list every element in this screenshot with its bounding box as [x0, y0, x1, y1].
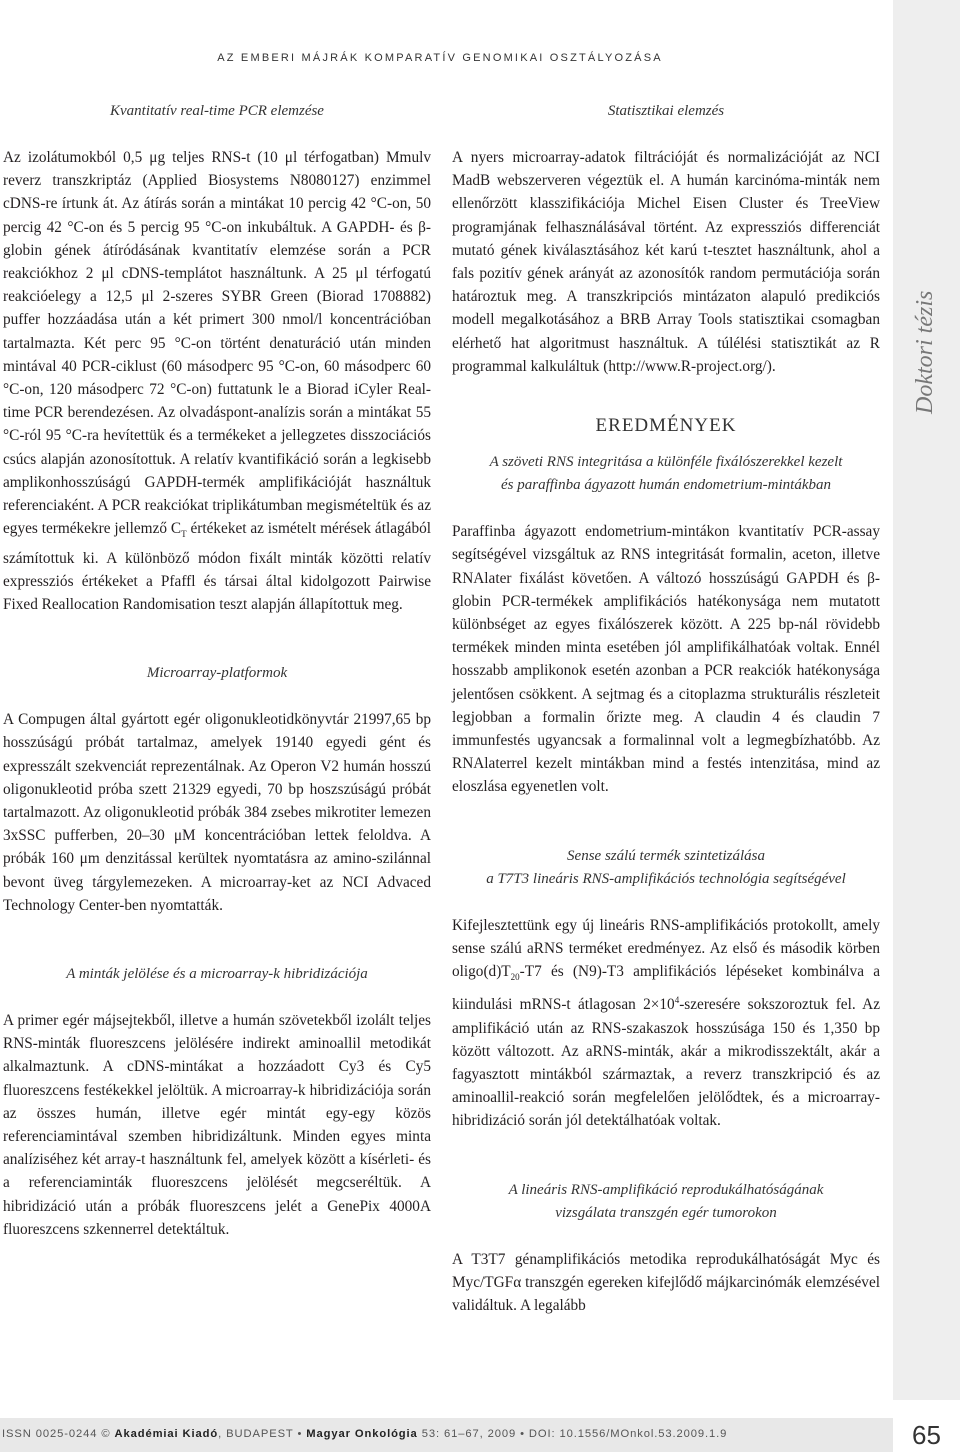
section-heading-statistics: Statisztikai elemzés — [607, 103, 725, 119]
paragraph-text-mid: -T7 és (N9)-T3 amplifikációs lépéseket kombinálva a kiindulási mRNS-t átlagosan 2×10 — [452, 963, 880, 1014]
paragraph-realtime-pcr — [3, 146, 431, 616]
footer-details: 53: 61–67, 2009 • DOI: 10.1556/MOnkol.53.2009.1.9 — [417, 1428, 728, 1440]
side-tab-label: Doktori tézis — [912, 290, 938, 414]
right-column — [452, 100, 880, 1317]
subheading-sense-strand-line1: Sense szálú termék szintetizálása — [567, 847, 765, 864]
footer-city: , BUDAPEST • — [218, 1428, 307, 1440]
ct-subscript: T — [181, 529, 187, 540]
footer-publisher: Akadémiai Kiadó — [114, 1428, 219, 1440]
paragraph-reproducibility: A T3T7 génamplifikációs metodika reprodukálhatóságát Myc és Myc/TGFα transzgén egereken kifejlődő májkarcinómák elemzésével validáltuk. A legalább — [452, 1250, 880, 1315]
paragraph-text: Kifejlesztettünk egy új lineáris RNS-amplifikációs protokollt, amely sense szálú aRNS terméket eredményez. Az első és második körben oligo(d)T — [452, 916, 880, 981]
side-tab — [893, 0, 960, 1400]
subheading-reproducibility-line2: vizsgálata transzgén egér tumorokon — [555, 1204, 777, 1221]
page-number: 65 — [912, 1420, 941, 1450]
paragraph-rna-integrity: Paraffinba ágyazott endometrium-mintákon kvantitatív PCR-assay segítségével vizsgáltuk az RNS integritását formalin, aceton, illetve RNAlater fixálást követően. A változó hosszúságú GAPDH és β-globin PCR-termékek amplifikációs hatékonysága nem mutatott különbséget az egyes fixálószerek között. A 225 bp-nál rövidebb termékek minden minta esetében jól amplifikálhatóak voltak. Ennél hosszabb amplikonok esetén azonban a PCR reakciók hatékonysága jelentősen csökkent. A sejtmag és a citoplazma strukturális részleteit legjobban a formalin őrizte meg. A claudin 4 és claudin 7 immunfestés ugyancsak a formalinnal volt a legmegbízhatóbb. Az RNAlaterrel kezelt mintákban mind a festés intenzitása, mind az eloszlása egyenetlen volt. — [452, 523, 880, 796]
paragraph-text: Az izolátumokból 0,5 μg teljes RNS-t (10 μl térfogatban) Mmulv reverz transzkriptáz (Applied Biosystems N8080127) enzimmel cDNS-re írtunk át. Az átírás során a mintákat 10 percig 42 °C-on, 50 percig 42 °C-on és 5 percig 95 °C-on inkubáltuk. A GAPDH- és β-globin gének átíródásának kvantitatív elemzése során a PCR reakciókhoz 2 μl cDNS-templátot használtunk. A 25 μl térfogatú reakcióelegy a 12,5 μl 2-szeres SYBR Green (Biorad 1708882) puffer hozzáadása után a két primert 300 nmol/l koncentrációban tartalmazta. Két perc 95 °C-on történt denaturáció után minden mintával 40 PCR-ciklust (60 másodperc 95 °C-on, 60 másodperc 60 °C-on, 120 másodperc 72 °C-on) futtatunk le a Biorad iCyler Real-time PCR berendezésen. Az olvadáspont-analízis során a mintákat 55 °C-ról 95 °C-ra hevítettük és a termékeket a jellegzetes disszociációs csúcs alapján azonosítottuk. A relatív kvantifikáció során a legkisebb amplikonhosszúságú GAPDH-termék amplifikációját használtuk referenciaként. A PCR reakciókat triplikátumban megismételtük és az egyes termékekre jellemző — [3, 149, 431, 538]
left-column — [3, 100, 431, 1241]
running-header: AZ EMBERI MÁJRÁK KOMPARATÍV GENOMIKAI OSZTÁLYOZÁSA — [217, 52, 663, 64]
oligo-subscript: 20 — [510, 972, 520, 983]
subheading-reproducibility-line1: A lineáris RNS-amplifikáció reprodukálhatóságának — [508, 1181, 824, 1198]
power-superscript: 4 — [674, 995, 680, 1006]
paragraph-labeling-hybridization: A primer egér májsejtekből, illetve a humán szövetekből izolált teljes RNS-minták fluoreszcens jelölésére indirekt aminoallil metodikát alkalmaztunk. A cDNS-mintákat a hozzáadott Cy3 és Cy5 fluoreszcens festékekkel jelöltük. A microarray-k hibridizációja során az összes humán, illetve egér mintát egy-egy közös referenciamintával szemben hibridizáltunk. Minden egyes minta analíziséhez két array-t használtunk fel, amelyek között a kísérleti- és a referenciaminták fluoreszcens jelölését megcseréltük. A hibridizáció után a próbák fluoreszcens jelét a GenePix 4000A fluoreszcens szkennerrel detektáltuk. — [3, 1011, 431, 1238]
results-heading: EREDMÉNYEK — [595, 415, 737, 437]
paragraph-text-tail: értékeket az ismételt mérések átlagából számítottuk ki. A különböző módon fixált minták közötti relatív expressziós értékeket a Pfaffl és társai által kidolgozott Pairwise Fixed Reallocation Randomisation teszt alapján állapítottuk meg. — [3, 520, 431, 613]
footer-citation — [2, 1428, 727, 1440]
paragraph-text-tail: -szeresére sokszoroztuk fel. Az amplifikáció után az RNS-szakaszok hosszúsága 150 és 1,350 bp között változott. Az aRNS-minták, akár a mikrodisszektált, akár a fagyasztott mintákból származtak, a reverz transzkripció és az aminoallil-reakció során megfelelően jelölődtek, és a microarray-hibridizáció során jól detektálhatóak voltak. — [452, 996, 880, 1130]
footer-issn: ISSN 0025-0244 © — [2, 1428, 115, 1440]
ct-symbol: C — [170, 520, 182, 538]
footer-journal: Magyar Onkológia — [306, 1428, 418, 1440]
subheading-sense-strand-line2: a T7T3 lineáris RNS-amplifikációs technológia segítségével — [486, 870, 846, 887]
subheading-rna-integrity-line2: és paraffinba ágyazott humán endometrium-mintákban — [501, 477, 831, 494]
paragraph-sense-strand — [452, 914, 880, 1133]
section-heading-microarray-platforms: Microarray-platformok — [146, 665, 288, 682]
section-heading-labeling-hybridization: A minták jelölése és a microarray-k hibridizációja — [66, 965, 368, 982]
section-heading-realtime-pcr: Kvantitatív real-time PCR elemzése — [110, 103, 324, 119]
subheading-rna-integrity-line1: A szöveti RNS integritása a különféle fixálószerekkel kezelt — [489, 454, 843, 471]
paragraph-statistics: A nyers microarray-adatok filtrációját és normalizációját az NCI MadB webszerveren végeztük el. A humán karcinóma-minták nem ellenőrzött klasszifikációja Michel Eisen Cluster és TreeView programjának felhasználásával történt. Az expressziós differenciát mutató gének kiválasztásához két karú t-tesztet használtunk, ahol a fals pozitív gének arányát az azonosítók random permutációja során határoztuk meg. A transzkripciós mintázaton alapuló predikciós modell megalkotásához a BRB Array Tools statisztikai csomagban elérhető hat algoritmust használtuk. A túlélési statisztikát az R programmal kalkuláltuk (http://www.R-project.org/). — [452, 149, 880, 375]
paragraph-microarray-platforms: A Compugen által gyártott egér oligonukleotidkönyvtár 21997,65 bp hosszúságú próbát tartalmaz, amelyek 19140 egyedi gént és expresszált szekvenciát reprezentálnak. Az Operon V2 humán hosszú oligonukleotid próba szett 21329 egyedi, 70 bp hoszszúságú próbát tartalmazott. Az oligonukleotid próbák 384 zsebes mikrotiter lemezen 3xSSC pufferben, 20–30 μM koncentrációban lettek feloldva. A próbák 160 μm denzitással kerültek nyomtatásra az amino-szilánnal bevont üveg tárgylemezeken. A microarray-ket az NCI Advaced Technology Center-ben nyomtatták. — [3, 711, 431, 914]
